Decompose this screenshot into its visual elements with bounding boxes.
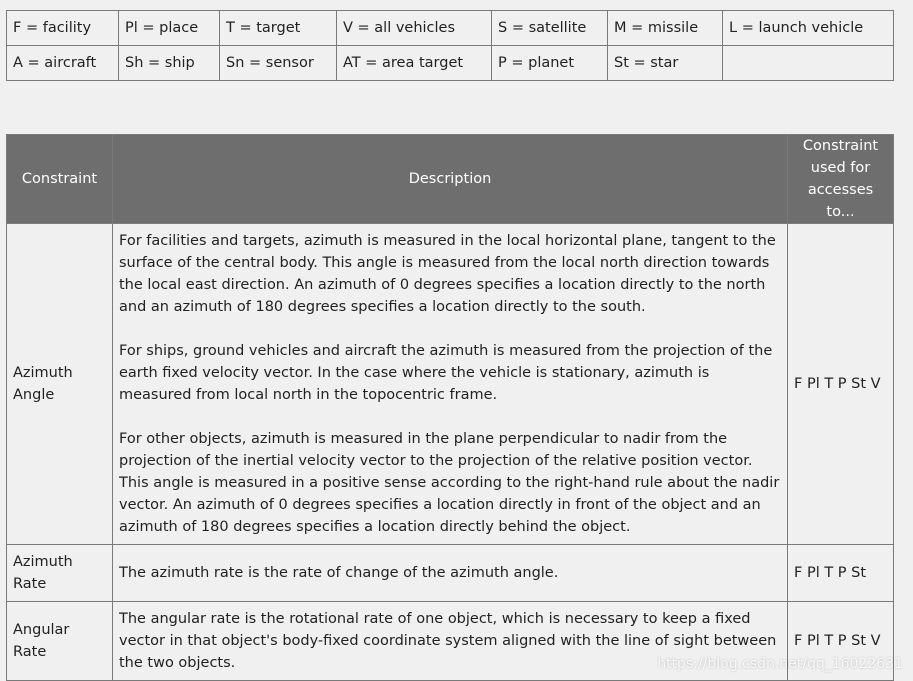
abbreviation-legend-table xyxy=(6,10,894,81)
legend-cell: Pl = place xyxy=(119,11,220,46)
constraint-name: Azimuth Angle xyxy=(7,224,113,545)
legend-cell: Sh = ship xyxy=(119,46,220,81)
constraint-name: Azimuth Rate xyxy=(7,545,113,602)
header-constraint: Constraint xyxy=(7,135,113,224)
constraints-table xyxy=(6,134,894,681)
description-paragraph: The azimuth rate is the rate of change of the azimuth angle. xyxy=(119,565,559,581)
legend-cell: AT = area target xyxy=(337,46,492,81)
legend-cell: St = star xyxy=(608,46,723,81)
legend-row xyxy=(7,46,894,81)
legend-cell: T = target xyxy=(220,11,337,46)
legend-cell: V = all vehicles xyxy=(337,11,492,46)
description-paragraph: For other objects, azimuth is measured in the plane perpendicular to nadir from the projection of the inertial velocity vector to the projection of the relative position vector. This angle is measured in a positive sense according to the right-hand rule about the nadir vector. An azimuth of 0 degrees specifies a location directly in front of the object and an azimuth of 180 degrees specifies a location directly behind the object. xyxy=(119,431,780,535)
legend-cell-empty xyxy=(723,46,894,81)
constraint-used-for: F Pl T P St xyxy=(788,545,894,602)
header-description: Description xyxy=(113,135,788,224)
constraint-used-for: F Pl T P St V xyxy=(788,602,894,681)
table-row xyxy=(7,545,894,602)
legend-cell: A = aircraft xyxy=(7,46,119,81)
table-header-row xyxy=(7,135,894,224)
constraint-description xyxy=(113,224,788,545)
watermark: https://blog.csdn.net/qq_16022631 xyxy=(657,656,903,672)
description-paragraph: The angular rate is the rotational rate of one object, which is necessary to keep a fixed vector in that object's body-fixed coordinate system aligned with the line of sight between the two objects. xyxy=(119,611,777,671)
table-row xyxy=(7,224,894,545)
legend-cell: F = facility xyxy=(7,11,119,46)
legend-row xyxy=(7,11,894,46)
legend-cell: L = launch vehicle xyxy=(723,11,894,46)
legend-cell: Sn = sensor xyxy=(220,46,337,81)
description-paragraph: For facilities and targets, azimuth is measured in the local horizontal plane, tangent to the surface of the central body. This angle is measured from the local north direction towards the local east direction. An azimuth of 0 degrees specifies a location directly to the north and an azimuth of 180 degrees specifies a location directly to the south. xyxy=(119,233,776,315)
constraint-description xyxy=(113,545,788,602)
legend-cell: S = satellite xyxy=(492,11,608,46)
constraint-used-for: F Pl T P St V xyxy=(788,224,894,545)
legend-cell: P = planet xyxy=(492,46,608,81)
legend-cell: M = missile xyxy=(608,11,723,46)
header-used-for: Constraint used for accesses to... xyxy=(788,135,894,224)
description-paragraph: For ships, ground vehicles and aircraft the azimuth is measured from the projection of the earth fixed velocity vector. In the case where the vehicle is stationary, azimuth is measured from local north in the topocentric frame. xyxy=(119,343,773,403)
constraint-name: Angular Rate xyxy=(7,602,113,681)
